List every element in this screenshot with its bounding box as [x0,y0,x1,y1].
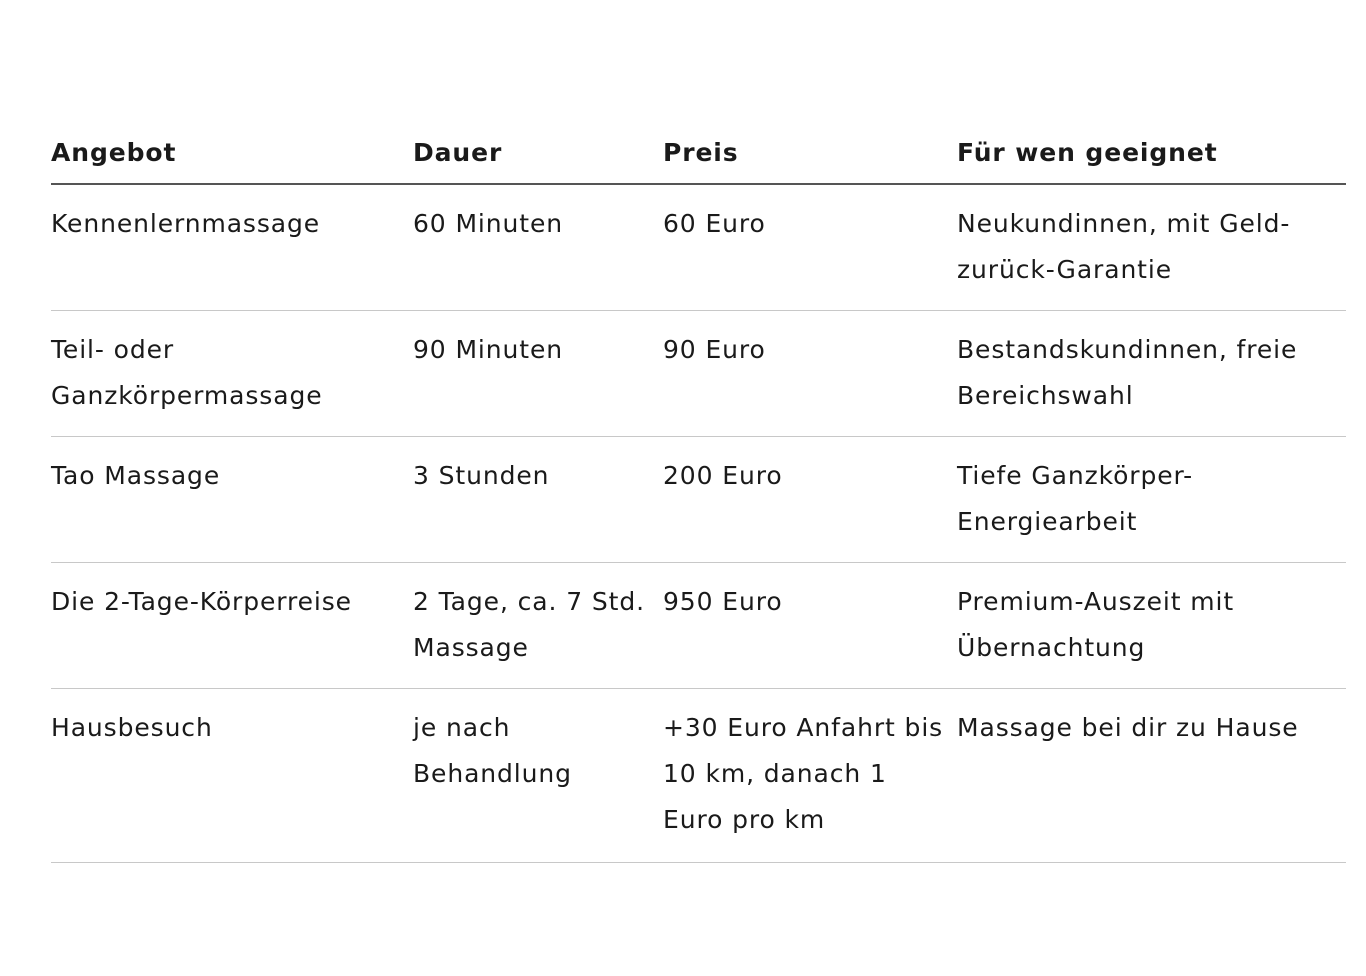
cell-dauer: 2 Tage, ca. 7 Std. Massage [413,587,645,662]
cell-dauer: je nach Behandlung [413,713,572,788]
cell-angebot: Die 2-Tage-Körperreise [51,587,352,616]
cell-dauer: 90 Minuten [413,335,563,364]
header-angebot: Angebot [51,138,177,167]
cell-angebot: Tao Massage [51,461,221,490]
cell-angebot: Hausbesuch [51,713,213,742]
cell-preis: 90 Euro [663,335,766,364]
cell-fuer-wen: Massage bei dir zu Hause [957,713,1299,742]
cell-fuer-wen: Neukundinnen, mit Geld-zurück-Garantie [957,209,1291,284]
table-row [51,437,1346,563]
cell-dauer: 60 Minuten [413,209,563,238]
table-row [51,689,1346,863]
cell-preis: 950 Euro [663,587,783,616]
header-preis: Preis [663,138,739,167]
cell-angebot: Kennenlernmassage [51,209,321,238]
table-row [51,185,1346,311]
table-header-row [51,110,1346,185]
cell-preis: 200 Euro [663,461,783,490]
table-row [51,311,1346,437]
table-row [51,563,1346,689]
header-dauer: Dauer [413,138,503,167]
cell-fuer-wen: Tiefe Ganzkörper-Energiearbeit [957,461,1194,536]
price-table [51,110,1346,863]
cell-preis: +30 Euro Anfahrt bis 10 km, danach 1 Euro pro km [663,713,944,834]
cell-fuer-wen: Premium-Auszeit mit Übernachtung [957,587,1235,662]
cell-preis: 60 Euro [663,209,766,238]
header-fuer-wen: Für wen geeignet [957,138,1218,167]
cell-fuer-wen: Bestandskundinnen, freie Bereichswahl [957,335,1298,410]
cell-dauer: 3 Stunden [413,461,550,490]
cell-angebot: Teil- oder Ganzkörpermassage [51,335,323,410]
